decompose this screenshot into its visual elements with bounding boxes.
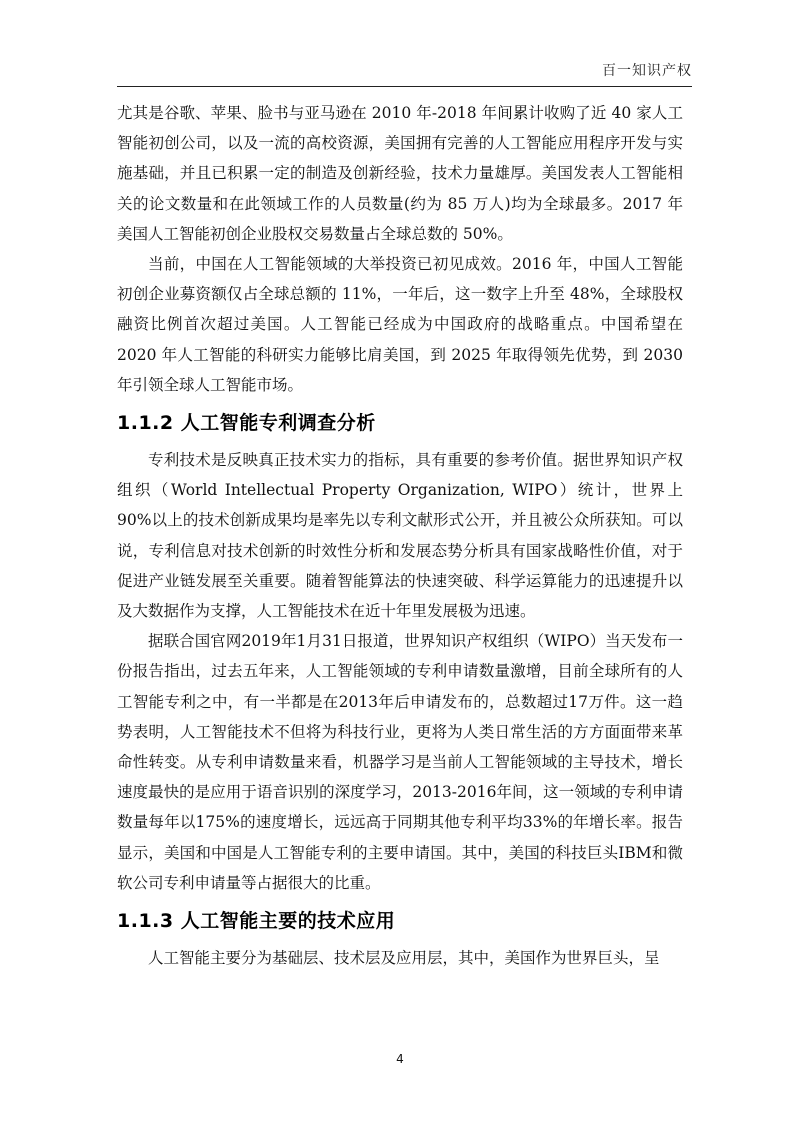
paragraph-intro-1: 尤其是谷歌、苹果、脸书与亚马逊在 2010 年-2018 年间累计收购了近 40 家人工智能初创公司，以及一流的高校资源，美国拥有完善的人工智能应用程序开发与实施基础，并且已积累一定的制造及创新经验，技术力量雄厚。美国发表人工智能相关的论文数量和在此领域工作的人员数量(约为 85 万人)均为全球最多。2017 年美国人工智能初创企业股权交易数量占全球总数的 50%。 bbox=[117, 104, 683, 243]
paragraph-1-1-2-a: 专利技术是反映真正技术实力的指标，具有重要的参考价值。据世界知识产权组织（World Intellectual Property Organization, WIPO）统计，世界上 90%以上的技术创新成果均是率先以专利文献形式公开，并且被公众所获知。可以说，专利信息对技术创新的时效性分析和发展态势分析具有国家战略性价值，对于促进产业链发展至关重要。随着智能算法的快速突破、科学运算能力的迅速提升以及大数据作为支撑，人工智能技术在近十年里发展极为迅速。 bbox=[117, 451, 683, 621]
section-heading-1-1-2: 1.1.2 人工智能专利调查分析 bbox=[117, 412, 376, 435]
header-divider bbox=[117, 86, 692, 87]
running-header: 百一知识产权 bbox=[602, 63, 692, 79]
document-body bbox=[117, 98, 683, 973]
page-number: 4 bbox=[396, 1052, 404, 1066]
paragraph-1-1-3-a: 人工智能主要分为基础层、技术层及应用层，其中，美国作为世界巨头，呈 bbox=[148, 949, 660, 968]
section-heading-1-1-3: 1.1.3 人工智能主要的技术应用 bbox=[117, 910, 396, 933]
paragraph-intro-2: 当前，中国在人工智能领域的大举投资已初见成效。2016 年，中国人工智能初创企业募资额仅占全球总额的 11%，一年后，这一数字上升至 48%，全球股权融资比例首次超过美国。人工智能已经成为中国政府的战略重点。中国希望在 2020 年人工智能的科研实力能够比肩美国，到 2025 年取得领先优势，到 2030 年引领全球人工智能市场。 bbox=[117, 255, 683, 394]
paragraph-1-1-2-b: 据联合国官网2019年1月31日报道，世界知识产权组织（WIPO）当天发布一份报告指出，过去五年来，人工智能领域的专利申请数量激增，目前全球所有的人工智能专利之中，有一半都是在2013年后申请发布的，总数超过17万件。这一趋势表明，人工智能技术不但将为科技行业，更将为人类日常生活的方方面面带来革命性转变。从专利申请数量来看，机器学习是当前人工智能领域的主导技术，增长速度最快的是应用于语音识别的深度学习，2013-2016年间，这一领域的专利申请数量每年以175%的速度增长，远远高于同期其他专利平均33%的年增长率。报告显示，美国和中国是人工智能专利的主要申请国。其中，美国的科技巨头IBM和微软公司专利申请量等占据很大的比重。 bbox=[117, 632, 683, 892]
